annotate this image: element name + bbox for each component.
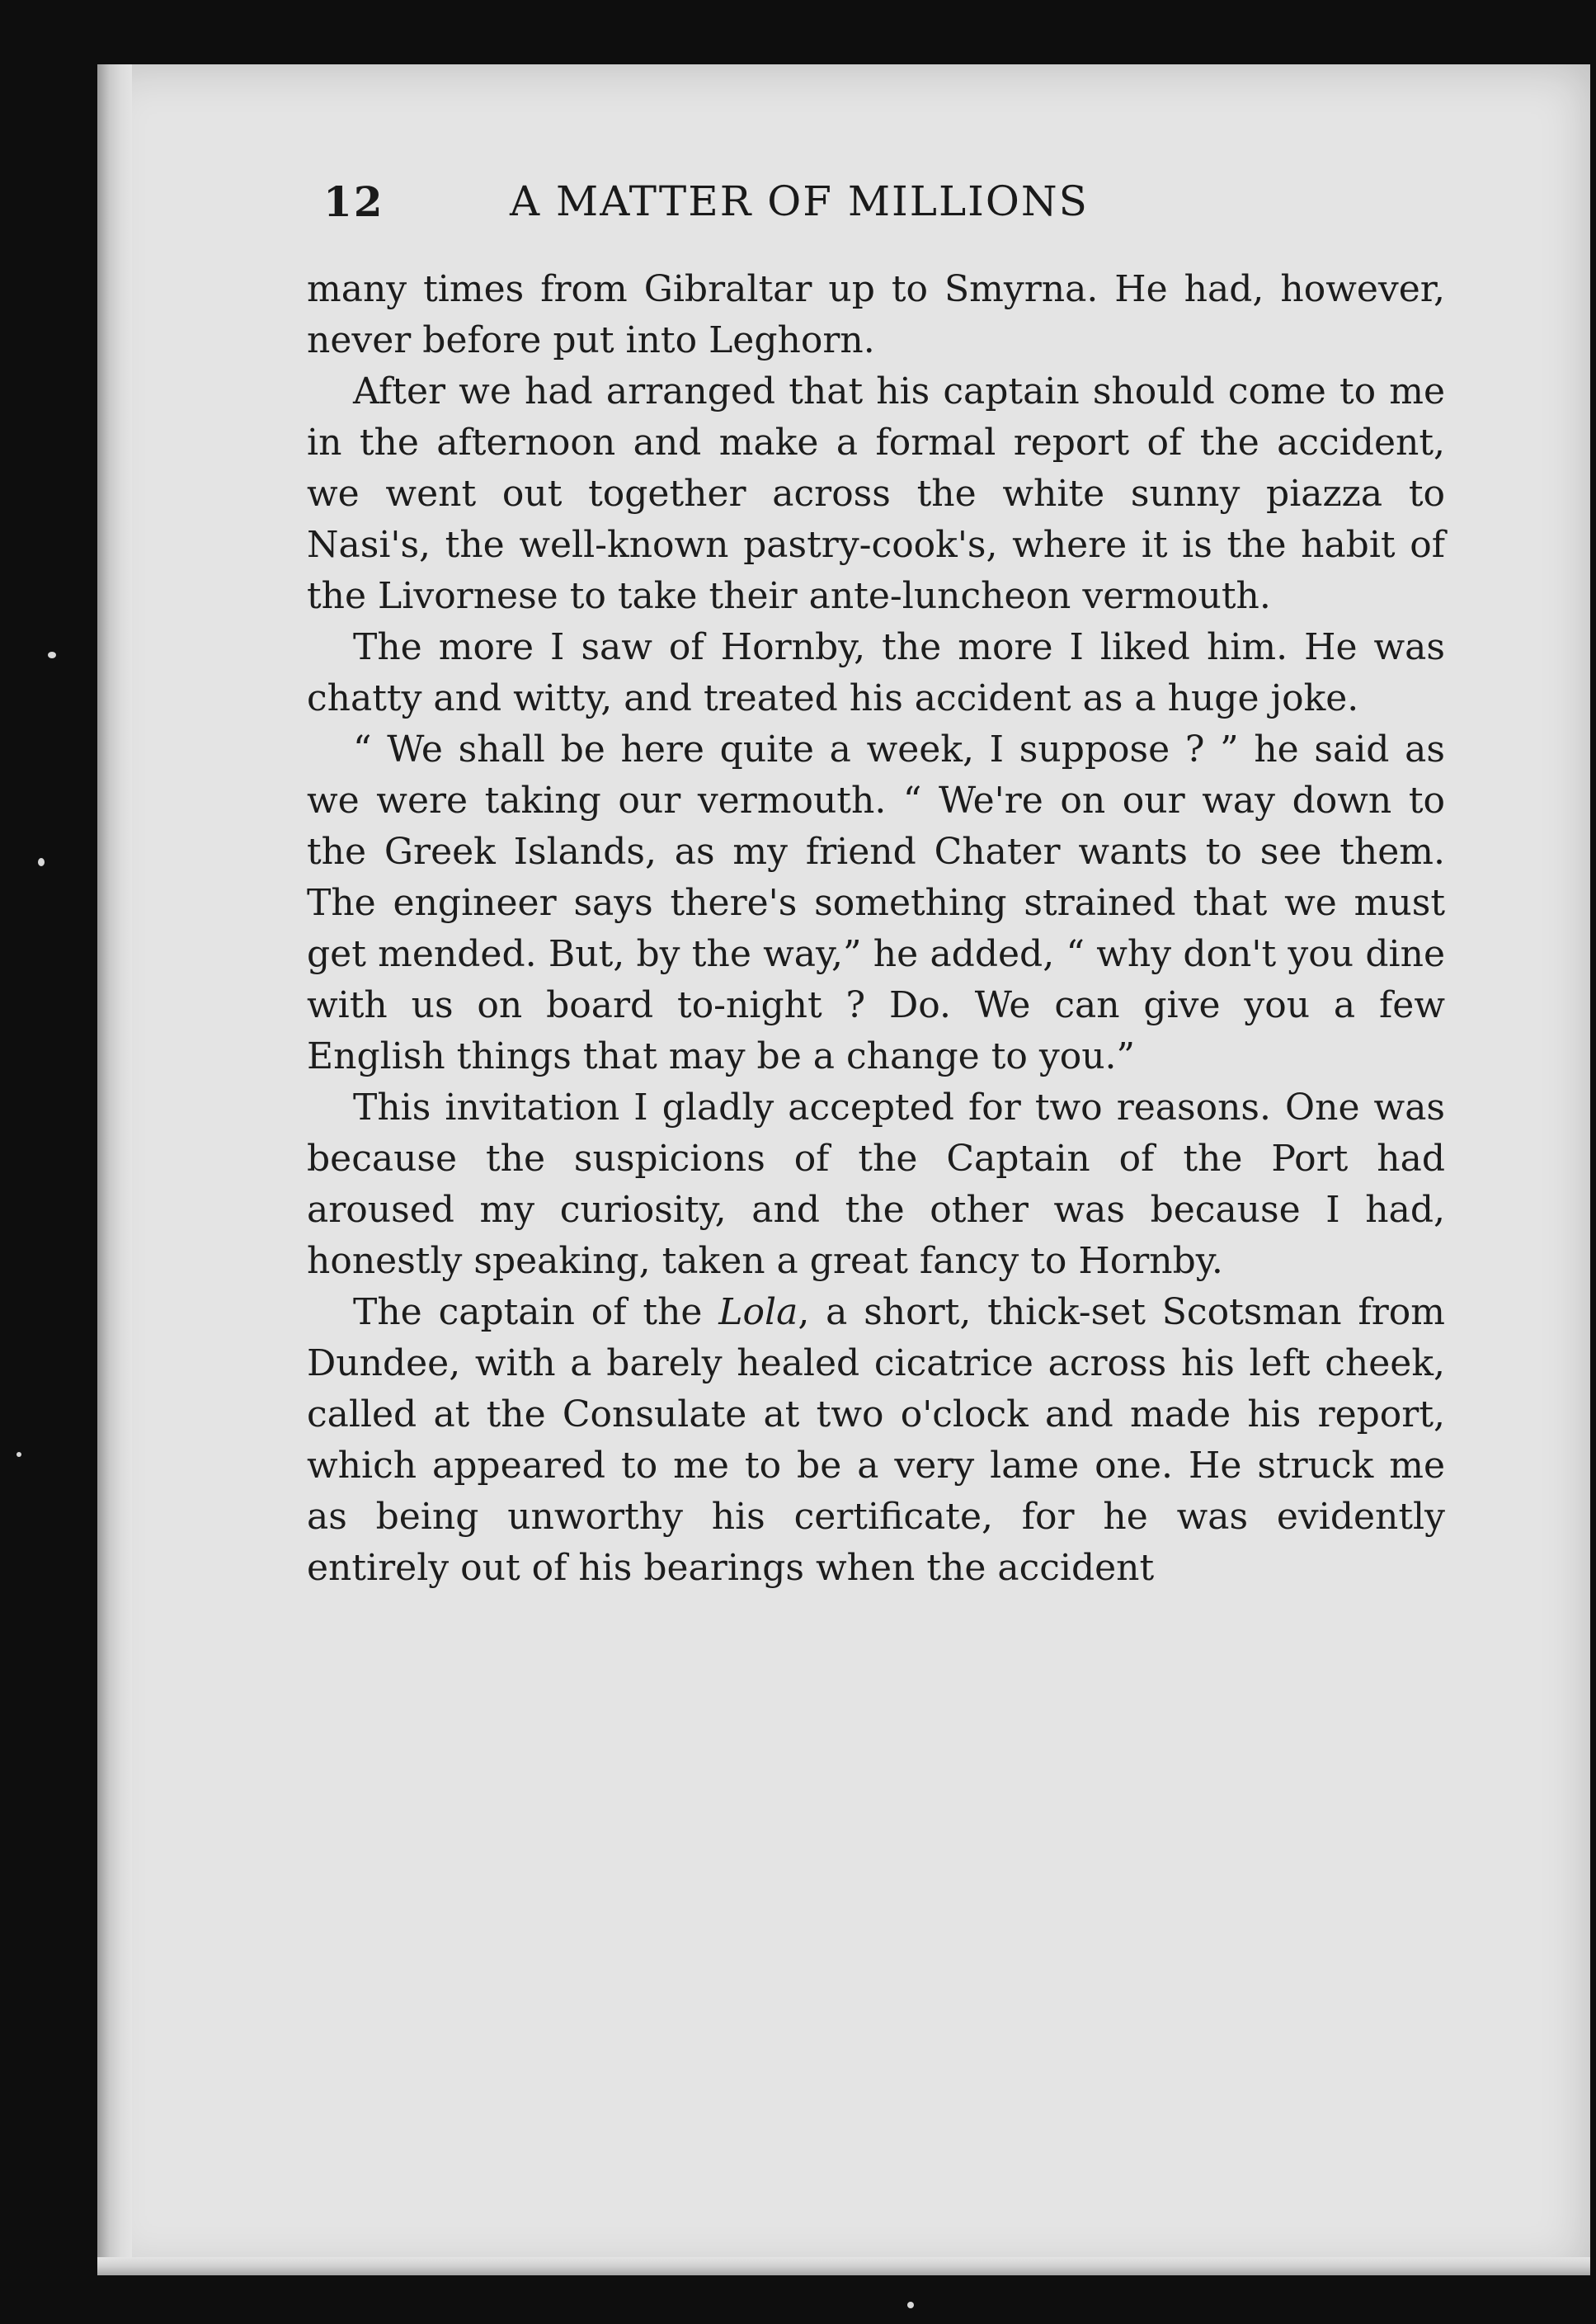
scan-speck	[907, 2302, 914, 2308]
paragraph-5: This invitation I gladly accepted for two reasons. One was because the suspicions of the Captain of the Port had aroused my curiosity, and the other was because I had, honestly speaking, taken a great fancy to Hornby.	[307, 1087, 1445, 1282]
page-spine-edge	[97, 64, 132, 2275]
scan-speck	[48, 652, 56, 658]
paragraph-6-rest: , a short, thick-set Scotsman from Dundee, with a barely healed cicatrice across his left cheek, called at the Consulate at two o'clock and made his report, which appeared to me to be a very lame one. He struck me as being unworthy his certificate, for he was evidently entirely out of his bearings when the accident	[307, 1291, 1445, 1589]
paragraph-2: After we had arranged that his captain should come to me in the afternoon and make a formal report of the accident, we went out together across the white sunny piazza to Nasi's, the well-known pastry-cook's, where it is the habit of the Livornese to take their ante-luncheon vermouth.	[307, 370, 1445, 617]
page-number: 12	[323, 177, 384, 226]
page-stack-edge	[97, 2257, 1590, 2275]
paragraph-6	[307, 1287, 1445, 1594]
vessel-name: Lola	[718, 1291, 798, 1333]
scan-speck	[38, 858, 45, 866]
paragraph-4: “ We shall be here quite a week, I suppose ? ” he said as we were taking our vermouth. “ We're on our way down to the Greek Islands, as my friend Chater wants to see them. The engineer says there's something strained that we must get mended. But, by the way,” he added, “ why don't you dine with us on board to-night ? Do. We can give you a few English things that may be a change to you.”	[307, 728, 1445, 1077]
body-text	[307, 264, 1445, 1594]
book-title: A MATTER OF MILLIONS	[510, 177, 1089, 225]
paragraph-6-lead: The captain of the	[353, 1291, 719, 1333]
scan-speck	[16, 1452, 21, 1457]
paragraph-1: many times from Gibraltar up to Smyrna. He had, however, never before put into Leghorn.	[307, 268, 1445, 361]
running-head	[323, 177, 1429, 235]
paragraph-3: The more I saw of Hornby, the more I liked him. He was chatty and witty, and treated his accident as a huge joke.	[307, 626, 1445, 719]
